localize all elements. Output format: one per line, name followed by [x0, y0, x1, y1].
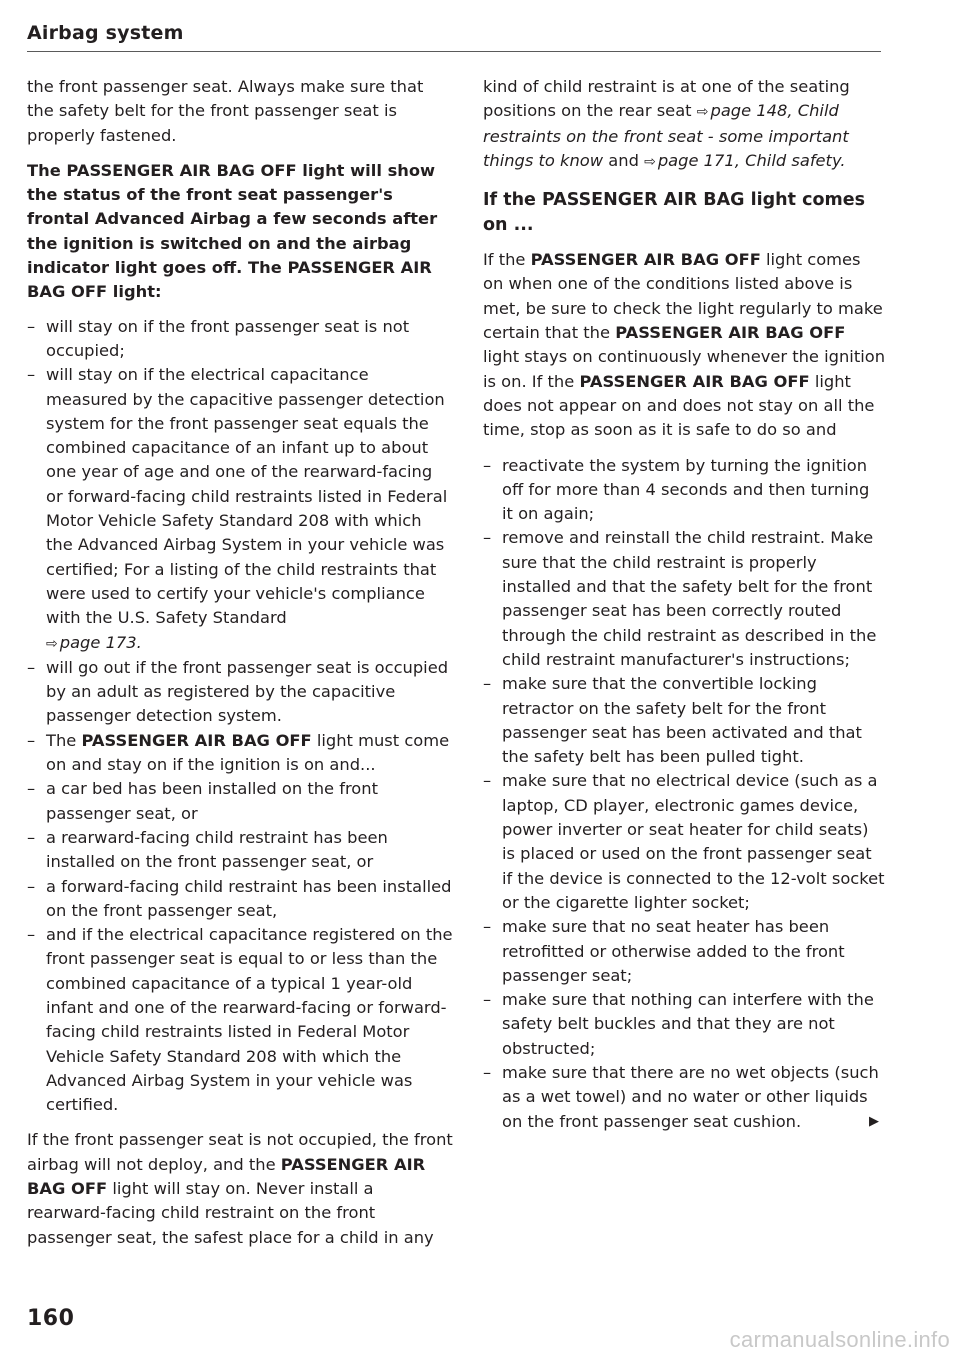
paragraph-text: light does not appear on and does not stay on all the time, stop as soon as it is safe to do so and: [483, 371, 875, 440]
reference-arrow-icon: ⇨: [696, 104, 709, 121]
watermark-text: carmanualsonline.info: [729, 1327, 950, 1352]
list-item: – will go out if the front passenger seat is occupied by an adult as registered by the capacitive passenger detection system.: [27, 656, 453, 729]
paragraph-text: If the front passenger seat is not occupied, the front airbag will not deploy, and the: [27, 1130, 453, 1174]
list-item: – will stay on if the front passenger seat is not occupied;: [27, 315, 453, 364]
page-reference-link[interactable]: [644, 151, 845, 170]
list-item: [483, 1061, 885, 1134]
right-column: [483, 75, 885, 1145]
list-item: – make sure that nothing can interfere with the safety belt buckles and that they are not obstructed;: [483, 988, 885, 1061]
list-item: – a forward-facing child restraint has been installed on the front passenger seat,: [27, 875, 453, 924]
indicator-name: PASSENGER AIR BAG OFF: [530, 250, 761, 270]
list-item: – make sure that no seat heater has been retrofitted or otherwise added to the front passenger seat;: [483, 915, 885, 988]
reference-arrow-icon: ⇨: [644, 153, 656, 170]
bold-intro-paragraph: The PASSENGER AIR BAG OFF light will show the status of the front seat passenger's frontal Advanced Airbag a few seconds after the ignition is switched on and the airbag indicator light goes off. The PASSENGER AIR BAG OFF light:: [27, 160, 438, 302]
header-divider: [27, 51, 881, 52]
page-reference-text: page 171, Child safety.: [657, 150, 846, 170]
page-reference-text: page 173.: [59, 632, 142, 652]
paragraph-text: light comes on when one of the conditions listed above is met, be sure to check the light regularly to make certain that the: [483, 250, 883, 343]
left-column: [27, 75, 453, 1261]
list-item: [27, 363, 453, 656]
page-number: 160: [27, 1306, 75, 1331]
paragraph: [27, 1128, 453, 1249]
paragraph: the front passenger seat. Always make sure that the safety belt for the front passenger seat is properly fastened.: [27, 77, 424, 145]
paragraph-text: light will stay on. Never install a rearward-facing child restraint on the front passenger seat, the safest place for a child in any: [27, 1179, 434, 1247]
list-item: – make sure that no electrical device (such as a laptop, CD player, electronic games device, power inverter or seat heater for child seats) is placed or used on the front passenger seat if the device is connected to the 12-volt socket or the cigarette lighter socket;: [483, 769, 885, 915]
paragraph-text: If the: [483, 250, 526, 270]
subsection-heading: If the PASSENGER AIR BAG light comes on ...: [483, 190, 865, 236]
list-item: – and if the electrical capacitance registered on the front passenger seat is equal to or less than the combined capacitance of a typical 1 year-old infant and one of the rearward-facing or forward-facing child restraints listed in Federal Motor Vehicle Safety Standard 208 with which the Advanced Airbag System in your vehicle was certified.: [27, 923, 453, 1117]
paragraph-text: and: [608, 150, 639, 170]
list-item-text: The: [46, 730, 77, 750]
list-item-text: light must come on and stay on if the ignition is on and...: [46, 730, 450, 775]
list-item: [27, 729, 453, 778]
list-item: – a rearward-facing child restraint has been installed on the front passenger seat, or: [27, 826, 453, 875]
indicator-name: PASSENGER AIR BAG OFF: [81, 730, 312, 750]
condition-list: [27, 315, 453, 1118]
list-item-text: make sure that there are no wet objects (such as a wet towel) and no water or other liquids on the front passenger seat cushion.: [502, 1062, 879, 1131]
indicator-name: PASSENGER AIR BAG OFF: [579, 371, 810, 391]
page-reference-text: page 148, Child restraints on the front seat - some important things to know: [483, 101, 849, 170]
section-title: Airbag system: [27, 22, 184, 44]
list-item: – remove and reinstall the child restraint. Make sure that the child restraint is properly installed and that the safety belt for the front passenger seat has been correctly routed through the child restraint as described in the child restraint manufacturer's instructions;: [483, 526, 885, 672]
list-item: – reactivate the system by turning the ignition off for more than 4 seconds and then turning it on again;: [483, 454, 885, 527]
paragraph-text: light stays on continuously whenever the ignition is on. If the: [483, 347, 886, 391]
continued-arrow-icon: ▶: [869, 1113, 879, 1129]
page-reference-link[interactable]: [46, 633, 142, 652]
paragraph: [483, 75, 885, 174]
indicator-name: PASSENGER AIR BAG OFF: [615, 323, 846, 343]
action-list: [483, 454, 885, 1134]
paragraph-text: kind of child restraint is at one of the seating positions on the rear seat: [483, 77, 850, 121]
list-item: – a car bed has been installed on the front passenger seat, or: [27, 777, 453, 826]
list-item-text: will stay on if the electrical capacitance measured by the capacitive passenger detection system for the front passenger seat equals the combined capacitance of an infant up to about one year of age and one of the rearward-facing or forward-facing child restraints listed in Federal Motor Vehicle Safety Standard 208 with which the Advanced Airbag System in your vehicle was certified; For a listing of the child restraints that were used to certify your vehicle's compliance with the U.S. Safety Standard: [46, 365, 448, 628]
reference-arrow-icon: ⇨: [46, 635, 58, 652]
list-item: – make sure that the convertible locking retractor on the safety belt for the front passenger seat has been activated and that the safety belt has been pulled tight.: [483, 672, 885, 769]
paragraph: [483, 248, 885, 442]
indicator-name: PASSENGER AIR BAG OFF: [27, 1154, 426, 1199]
